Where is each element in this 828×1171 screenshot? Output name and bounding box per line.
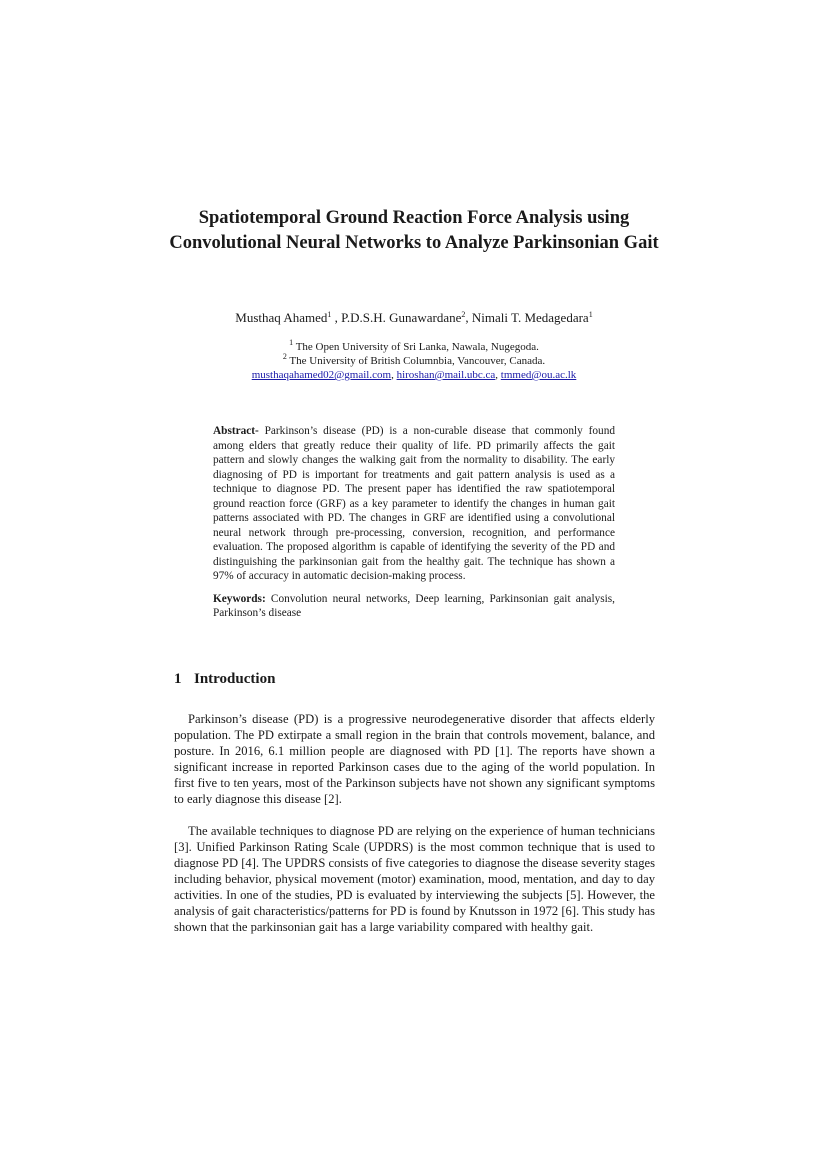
keywords-paragraph [213,592,615,621]
affiliation-line [150,354,678,368]
section-title: Introduction [194,671,276,687]
affiliation-mark: 1 [289,338,294,347]
introduction-body [174,711,655,935]
author-name: P.D.S.H. Gunawardane [341,310,462,325]
author-name: Nimali T. Medagedara [471,310,589,325]
affiliations [150,340,678,382]
email-link[interactable]: musthaqahamed02@gmail.com [251,369,392,381]
author-affiliation-mark: 2 [461,310,466,319]
author-affiliation-mark: 1 [588,310,593,319]
abstract-text: Parkinson’s disease (PD) is a non-curable disease that commonly found among elders that greatly reduce their quality of life. PD primarily affects the gait pattern and slowly changes the walking gait from the normality to disability. The early diagnosing of PD is important for treatments and gait pattern analysis is used as a technique to diagnose PD. The present paper has identified the raw spatiotemporal ground reaction force (GRF) as a key parameter to identify the changes in human gait patterns associated with PD. The changes in GRF are identified using a convolutional neural network through pre-processing, conversion, recognition, and performance evaluation. The proposed algorithm is capable of identifying the severity of the PD and distinguishing the parkinsonian gait from the healthy gait. The technique has shown a 97% of accuracy in automatic decision-making process. [213,425,615,582]
author-name: Musthaq Ahamed [235,310,328,325]
email-link[interactable]: hiroshan@mail.ubc.ca [396,369,496,381]
author-list [150,310,678,326]
paper-title: Spatiotemporal Ground Reaction Force Analysis using Convolutional Neural Networks to Analyze Parkinsonian Gait [169,208,659,253]
author-affiliation-mark: 1 [327,310,332,319]
abstract-block [213,424,615,621]
body-paragraph: Parkinson’s disease (PD) is a progressive neurodegenerative disorder that affects elderly population. The PD extirpate a small region in the brain that controls movement, balance, and posture. In 2016, 6.1 million people are diagnosed with PD [1]. The reports have shown a significant increase in reported Parkinson cases due to the aging of the world population. In first five to ten years, most of the Parkinson subjects have not shown any significant symptoms to early diagnose this disease [2]. [174,712,655,806]
keywords-label: Keywords: [213,592,266,605]
email-list [150,368,678,382]
body-paragraph: The available techniques to diagnose PD are relying on the experience of human technicians [3]. Unified Parkinson Rating Scale (UPDRS) is the most common technique that is used to diagnose PD [4]. The UPDRS consists of five categories to diagnose the disease severity stages including behavior, physical movement (motor) examination, mood, mentation, and day to day activities. In one of the studies, PD is evaluated by interviewing the subjects [5]. However, the analysis of gait characteristics/patterns for PD is found by Knutsson in 1972 [6]. This study has shown that the parkinsonian gait has a large variability compared with healthy gait. [174,824,655,934]
affiliation-mark: 2 [282,352,287,361]
affiliation-text: The University of British Columnbia, Vancouver, Canada. [286,355,546,367]
email-separator: , [495,369,501,381]
section-heading [174,670,275,688]
section-number: 1 [174,671,182,687]
email-link[interactable]: tmmed@ou.ac.lk [500,369,577,381]
email-separator: , [391,369,397,381]
affiliation-line [150,340,678,354]
affiliation-text: The Open University of Sri Lanka, Nawala, Nugegoda. [293,341,539,353]
abstract-paragraph [213,424,615,584]
abstract-label: Abstract- [213,425,259,437]
author-separator: , [331,310,342,325]
author-separator: , [465,310,472,325]
keywords-text: Convolution neural networks, Deep learning, Parkinsonian gait analysis, Parkinson’s disease [213,592,615,619]
